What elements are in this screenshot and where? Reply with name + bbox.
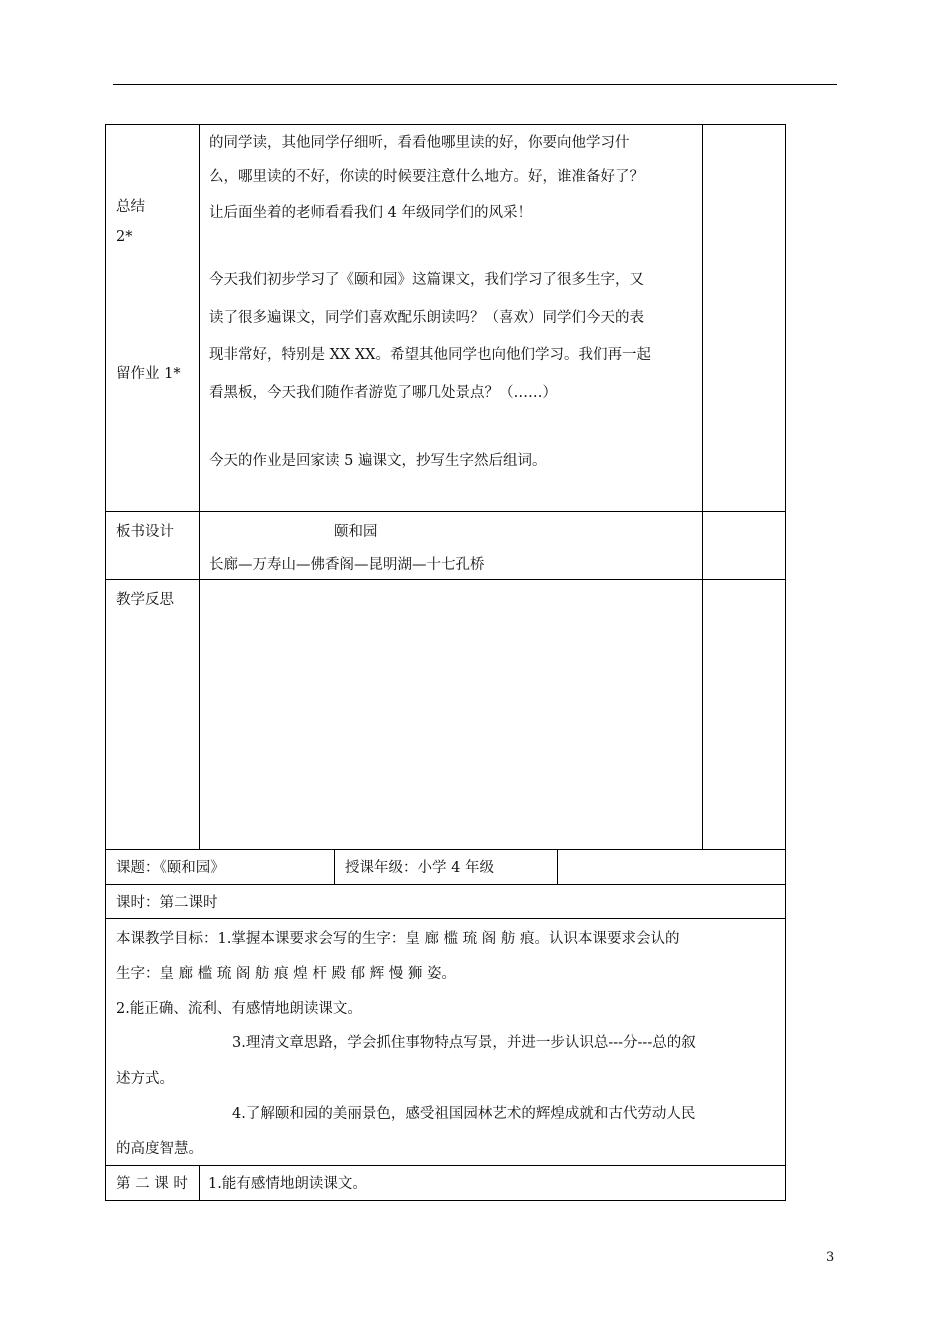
goal-line: 2.能正确、流利、有感情地朗读课文。 — [116, 1001, 362, 1017]
header-rule — [113, 84, 837, 85]
board-line: 长廊—万寿山—佛香阁—昆明湖—十七孔桥 — [209, 557, 485, 573]
empty-cell — [558, 850, 786, 885]
goal-line: 3.理清文章思路，学会抓住事物特点写景，并进一步认识总---分---总的叙 — [232, 1035, 696, 1051]
text-line: 让后面坐着的老师看看我们 4 年级同学们的风采！ — [209, 205, 532, 221]
page-number: 3 — [826, 1250, 835, 1265]
text-line: 的同学读，其他同学仔细听，看看他哪里读的好，你要向他学习什 — [209, 135, 630, 151]
topic-row — [106, 850, 786, 885]
text-line: 今天的作业是回家读 5 遍课文，抄写生字然后组词。 — [209, 453, 547, 469]
period-cell — [106, 885, 786, 919]
lesson-text-cell — [200, 125, 703, 512]
topic-text: 课题：《颐和园》 — [116, 860, 225, 876]
upper-lesson-table — [105, 124, 786, 850]
topic-cell — [106, 850, 335, 885]
content-row — [106, 125, 786, 512]
summary-number: 2* — [116, 229, 133, 245]
reflection-row — [106, 580, 786, 850]
goal-line: 述方式。 — [116, 1071, 174, 1087]
period-text: 课时：第二课时 — [116, 895, 218, 911]
reflection-content-cell — [200, 580, 703, 850]
reflection-label: 教学反思 — [116, 592, 174, 608]
goal-line: 的高度智慧。 — [116, 1141, 203, 1157]
goal-line: 生字：皇 廊 槛 琉 阁 舫 痕 煌 杆 殿 郁 辉 慢 狮 姿。 — [116, 966, 457, 982]
left-labels-cell — [106, 125, 200, 512]
board-label-cell — [106, 512, 200, 580]
period-row — [106, 885, 786, 919]
text-line: 现非常好，特别是 XX XX。希望其他同学也向他们学习。我们再一起 — [209, 347, 652, 363]
grade-text: 授课年级：小学 4 年级 — [345, 860, 494, 876]
reflection-label-cell — [106, 580, 200, 850]
goals-row — [106, 919, 786, 1166]
second-label-cell — [106, 1166, 200, 1201]
goal-line: 本课教学目标：1.掌握本课要求会写的生字：皇 廊 槛 琉 阁 舫 痕。认识本课要求会认的 — [116, 931, 680, 947]
second-period-item: 1.能有感情地朗读课文。 — [208, 1176, 367, 1192]
empty-cell — [703, 512, 786, 580]
goal-line: 4.了解颐和园的美丽景色，感受祖国园林艺术的辉煌成就和古代劳动人民 — [232, 1106, 696, 1122]
second-period-label: 第 二 课 时 — [116, 1176, 188, 1192]
board-title: 颐和园 — [334, 524, 378, 540]
empty-cell — [703, 125, 786, 512]
text-line: 看黑板，今天我们随作者游览了哪几处景点？（……） — [209, 385, 557, 401]
goals-cell — [106, 919, 786, 1166]
homework-label: 留作业 1* — [116, 366, 181, 382]
lower-lesson-table — [105, 849, 786, 1201]
board-content-cell — [200, 512, 703, 580]
second-item-cell — [200, 1166, 786, 1201]
empty-cell — [703, 580, 786, 850]
text-line: 么，哪里读的不好，你读的时候要注意什么地方。好，谁准备好了？ — [209, 169, 644, 185]
second-period-row — [106, 1166, 786, 1201]
text-line: 读了很多遍课文，同学们喜欢配乐朗读吗？（喜欢）同学们今天的表 — [209, 310, 644, 326]
summary-label: 总结 — [116, 199, 145, 215]
text-line: 今天我们初步学习了《颐和园》这篇课文，我们学习了很多生字，又 — [209, 272, 644, 288]
board-label: 板书设计 — [116, 524, 174, 540]
board-row — [106, 512, 786, 580]
grade-cell — [335, 850, 558, 885]
